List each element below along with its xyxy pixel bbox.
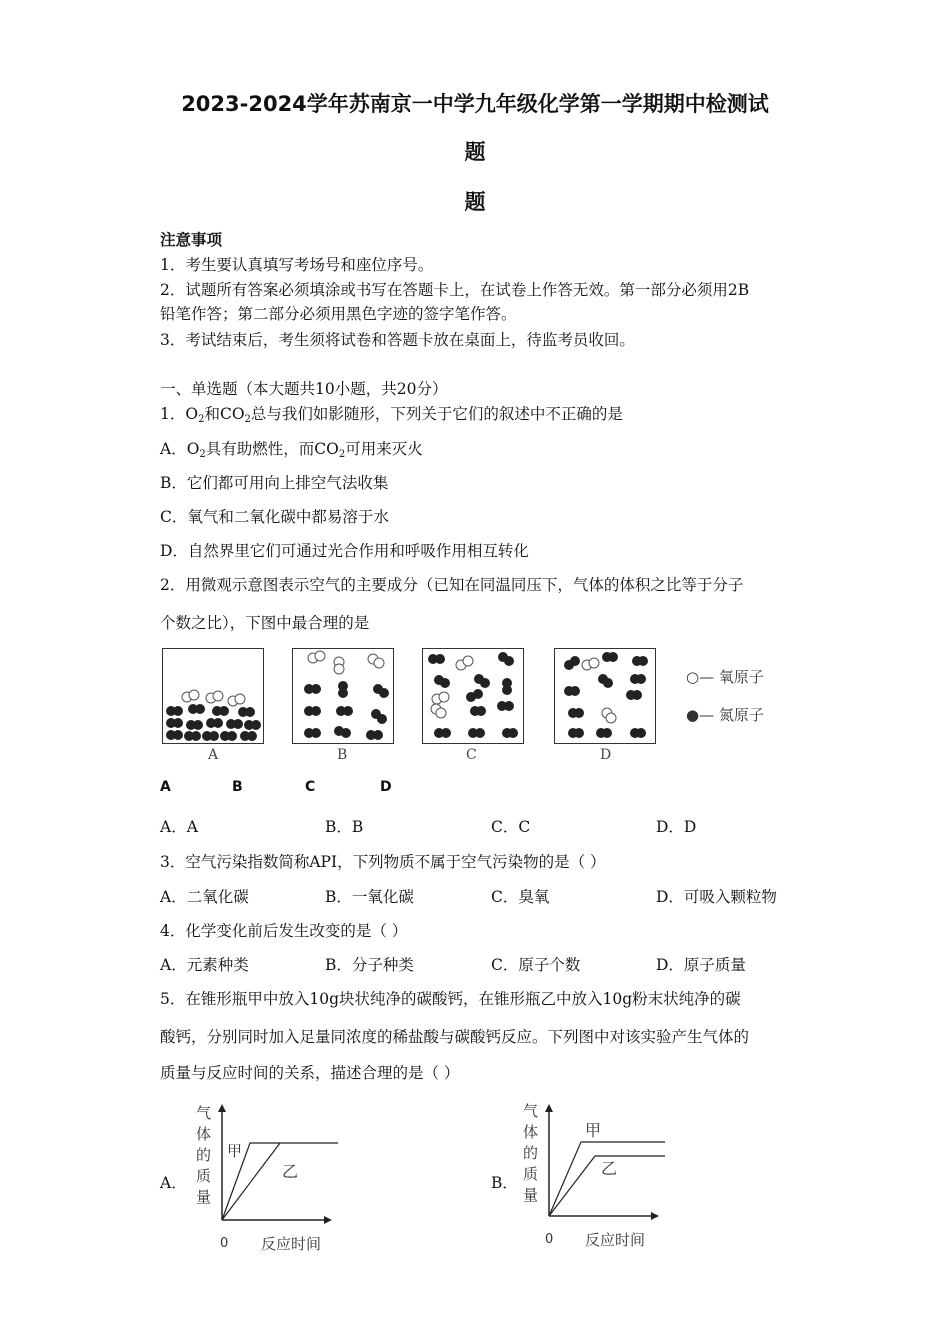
- q3-option-d[interactable]: D．可吸入颗粒物: [656, 888, 777, 906]
- graph-b-line-1: [549, 1142, 665, 1216]
- molecule-diagram-a: [163, 649, 263, 743]
- graph-b-ylabel-4: 质: [523, 1165, 539, 1183]
- notice-item-3: 3．考试结束后，考生须将试卷和答题卡放在桌面上，待监考员收回。: [160, 331, 635, 349]
- q2-letter-c: C: [305, 779, 316, 795]
- q4-stem: 4．化学变化前后发生改变的是（ ）: [160, 922, 408, 940]
- page-title: 2023-2024学年苏南京一中学九年级化学第一学期期中检测试: [181, 92, 769, 116]
- q1-stem: 1．$O_2$和$CO_2$总与我们如影随形，下列关于它们的叙述中不正确的是: [160, 405, 623, 425]
- q5-stem-cont: 酸钙，分别同时加入足量同浓度的稀盐酸与碳酸钙反应。下列图中对该实验产生气体的: [160, 1028, 750, 1046]
- section-heading: 一、单选题（本大题共10小题，共20分）: [160, 380, 448, 398]
- q1-option-a[interactable]: A．$O_2$具有助燃性，而$CO_2$可用来灭火: [160, 440, 423, 460]
- graph-b-label-jia: 甲: [585, 1121, 602, 1140]
- q3-stem: 3．空气污染指数简称API，下列物质不属于空气污染物的是（ ）: [160, 853, 606, 871]
- graph-a-ylabel-5: 量: [196, 1188, 212, 1206]
- diagram-label-b: B: [337, 747, 348, 763]
- graph-b-ylabel-2: 体: [523, 1123, 539, 1141]
- graph-a-ylabel-2: 体: [196, 1125, 212, 1143]
- q2-option-b[interactable]: B．B: [325, 818, 364, 836]
- graph-a-ylabel-1: 气: [196, 1104, 212, 1122]
- q5-option-a-label[interactable]: A．: [160, 1174, 187, 1192]
- q2-option-c[interactable]: C．C: [491, 818, 531, 836]
- graph-a-ylabel-4: 质: [196, 1167, 212, 1185]
- diagram-box-c: [422, 648, 524, 744]
- graph-a-xlabel: 反应时间: [261, 1235, 322, 1253]
- q2-stem-cont: 个数之比），下图中最合理的是: [160, 614, 370, 632]
- molecule-diagram-d: [555, 649, 655, 743]
- graph-b: [515, 1100, 675, 1255]
- q2-letter-b: B: [232, 779, 243, 795]
- notice-item-1: 1．考生要认真填写考场号和座位序号。: [160, 256, 434, 274]
- q2-letter-a: A: [160, 779, 171, 795]
- graph-b-x-arrow: [651, 1212, 659, 1220]
- diagram-box-b: [292, 648, 394, 744]
- diagram-label-c: C: [466, 747, 477, 763]
- diagram-label-a: A: [208, 747, 219, 763]
- graph-b-xlabel: 反应时间: [585, 1231, 646, 1249]
- q2-letter-d: D: [380, 779, 392, 795]
- graph-b-origin: 0: [545, 1232, 554, 1247]
- graph-b-ylabel-5: 量: [523, 1186, 539, 1204]
- notice-item-2-cont: 铅笔作答；第二部分必须用黑色字迹的签字笔作答。: [160, 305, 517, 323]
- q5-stem: 5．在锥形瓶甲中放入10g块状纯净的碳酸钙，在锥形瓶乙中放入10g粉末状纯净的碳: [160, 990, 741, 1008]
- legend-oxygen: ○— 氧原子: [686, 668, 764, 686]
- graph-b-y-arrow: [545, 1104, 553, 1112]
- graph-a-origin: 0: [220, 1236, 229, 1251]
- notice-item-2: 2．试题所有答案必须填涂或书写在答题卡上，在试卷上作答无效。第一部分必须用2B: [160, 281, 750, 299]
- diagram-box-a: [162, 648, 264, 744]
- q1-option-b[interactable]: B．它们都可用向上排空气法收集: [160, 474, 389, 492]
- page-title-cont-2: 题: [464, 190, 486, 214]
- q2-stem: 2．用微观示意图表示空气的主要成分（已知在同温同压下，气体的体积之比等于分子: [160, 576, 744, 594]
- graph-a-label-yi: 乙: [282, 1162, 299, 1181]
- graph-a-ylabel-3: 的: [196, 1146, 212, 1164]
- q4-option-d[interactable]: D．原子质量: [656, 956, 746, 974]
- graph-a-x-arrow: [324, 1216, 332, 1224]
- q5-stem-cont-2: 质量与反应时间的关系，描述合理的是（ ）: [160, 1064, 460, 1082]
- molecule-diagram-b: [293, 649, 393, 743]
- diagram-label-d: D: [600, 747, 612, 763]
- q2-option-a[interactable]: A．A: [160, 818, 198, 836]
- graph-a-y-arrow: [218, 1104, 226, 1112]
- molecule-diagram-c: [423, 649, 523, 743]
- q1-option-d[interactable]: D．自然界里它们可通过光合作用和呼吸作用相互转化: [160, 542, 529, 560]
- notice-heading: 注意事项: [160, 230, 223, 249]
- graph-b-ylabel-3: 的: [523, 1144, 539, 1162]
- graph-a: [188, 1100, 348, 1255]
- graph-a-label-jia: 甲: [227, 1142, 243, 1160]
- q1-option-c[interactable]: C．氧气和二氧化碳中都易溶于水: [160, 508, 389, 526]
- q2-option-d[interactable]: D．D: [656, 818, 697, 836]
- diagram-box-d: [554, 648, 656, 744]
- page-title-cont: 题: [464, 140, 486, 164]
- q4-option-a[interactable]: A．元素种类: [160, 956, 249, 974]
- q3-option-b[interactable]: B．一氧化碳: [325, 888, 414, 906]
- q3-option-a[interactable]: A．二氧化碳: [160, 888, 249, 906]
- q4-option-b[interactable]: B．分子种类: [325, 956, 414, 974]
- graph-b-label-yi: 乙: [601, 1159, 618, 1178]
- legend-nitrogen: ●— 氮原子: [686, 706, 764, 724]
- q4-option-c[interactable]: C．原子个数: [491, 956, 581, 974]
- graph-b-ylabel-1: 气: [523, 1102, 539, 1120]
- q5-option-b-label[interactable]: B．: [491, 1174, 518, 1192]
- q3-option-c[interactable]: C．臭氧: [491, 888, 550, 906]
